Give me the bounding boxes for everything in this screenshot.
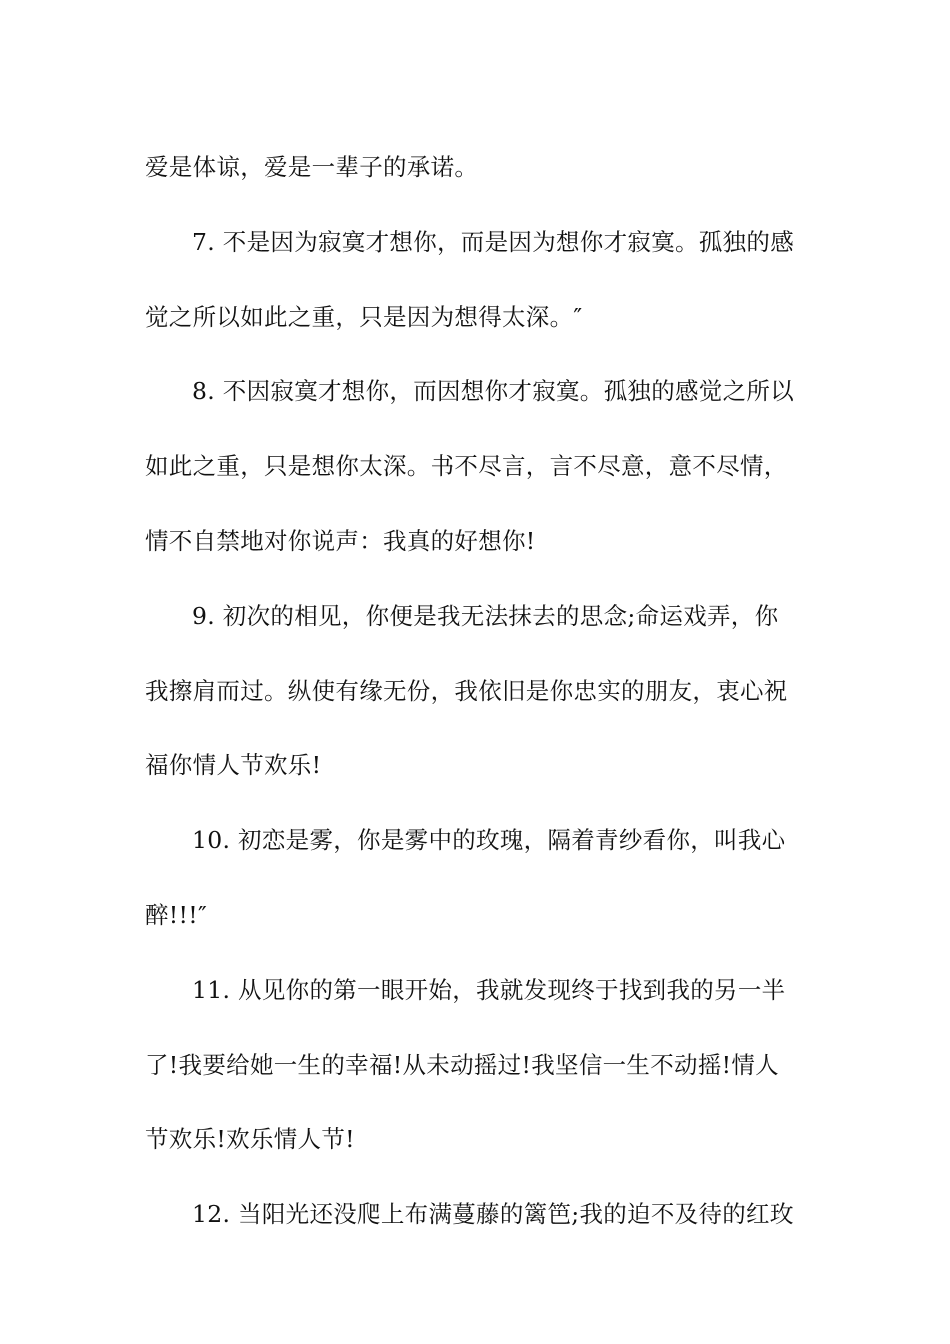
paragraph-9 bbox=[145, 579, 815, 803]
text-line: 如此之重，只是想你太深。书不尽言，言不尽意，意不尽情， bbox=[145, 452, 788, 481]
paragraph-7 bbox=[145, 205, 815, 355]
text-line: 醉!!!″ bbox=[145, 900, 208, 929]
text-line: 了!我要给她一生的幸福!从未动摇过!我坚信一生不动摇!情人 bbox=[145, 1050, 779, 1079]
text-line: 我擦肩而过。纵使有缘无份，我依旧是你忠实的朋友，衷心祝 bbox=[145, 676, 788, 705]
paragraph-12 bbox=[145, 1177, 815, 1252]
text-line: 9. 初次的相见，你便是我无法抹去的思念;命运戏弄，你 bbox=[192, 601, 779, 630]
document-body bbox=[145, 130, 815, 1252]
text-line: 爱是体谅，爱是一辈子的承诺。 bbox=[145, 153, 479, 181]
text-line: 7. 不是因为寂寞才想你，而是因为想你才寂寞。孤独的感 bbox=[192, 227, 794, 256]
text-line: 福你情人节欢乐! bbox=[145, 751, 322, 780]
paragraph-10 bbox=[145, 803, 815, 953]
text-line: 12. 当阳光还没爬上布满蔓藤的篱笆;我的迫不及待的红玫 bbox=[192, 1200, 794, 1229]
text-line: 8. 不因寂寞才想你，而因想你才寂寞。孤独的感觉之所以 bbox=[192, 377, 794, 406]
paragraph-11 bbox=[145, 953, 815, 1177]
text-line: 节欢乐!欢乐情人节! bbox=[145, 1125, 355, 1154]
paragraph-8 bbox=[145, 354, 815, 578]
paragraph-6-continuation bbox=[145, 130, 815, 205]
text-line: 10. 初恋是雾，你是雾中的玫瑰，隔着青纱看你，叫我心 bbox=[192, 826, 786, 855]
text-line: 11. 从见你的第一眼开始，我就发现终于找到我的另一半 bbox=[192, 975, 786, 1004]
text-line: 情不自禁地对你说声：我真的好想你! bbox=[145, 526, 536, 555]
text-line: 觉之所以如此之重，只是因为想得太深。″ bbox=[145, 302, 583, 331]
